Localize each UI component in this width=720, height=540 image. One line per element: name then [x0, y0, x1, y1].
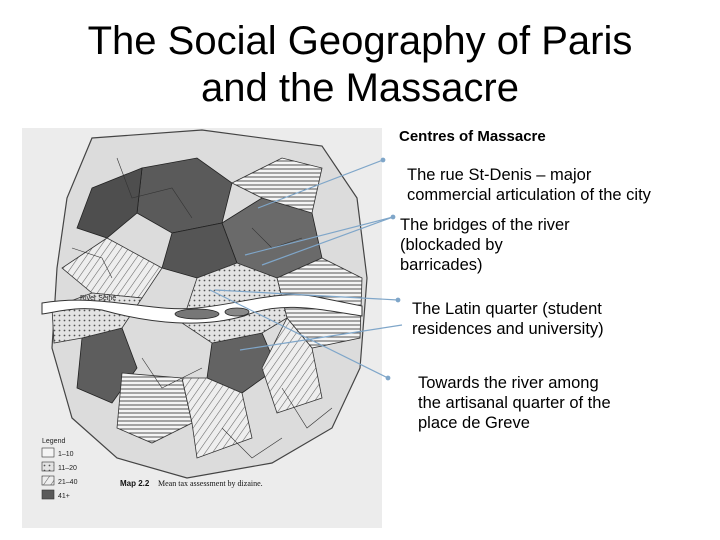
annotation-line: residences and university)	[412, 320, 604, 338]
annotation-line: place de Greve	[418, 414, 530, 432]
annotation-line: (blockaded by	[400, 236, 503, 254]
title-line-1: The Social Geography of Paris	[87, 19, 633, 63]
annotation-line: commercial articulation of the city	[407, 186, 651, 204]
map-caption-prefix: Map 2.2	[120, 479, 150, 488]
map-illustration	[22, 128, 382, 528]
legend-title: Legend	[42, 438, 66, 445]
annotation-line: The rue St-Denis – major	[407, 166, 592, 184]
legend-entry-3: 21–40	[58, 479, 78, 486]
annotation-line: the artisanal quarter of the	[418, 394, 611, 412]
legend-entry-1: 1–10	[58, 451, 74, 458]
annotation-line: barricades)	[400, 256, 483, 274]
annotation-line: The bridges of the river	[400, 216, 570, 234]
paris-tax-map	[22, 128, 382, 528]
title-line-2: and the Massacre	[201, 66, 519, 110]
legend-entry-2: 11–20	[58, 465, 77, 472]
annotation-bridges	[400, 215, 570, 275]
annotation-rue-st-denis	[407, 165, 651, 205]
slide-title	[0, 18, 720, 112]
legend-entry-4: 41+	[58, 493, 70, 500]
map-caption	[120, 479, 263, 488]
annotation-place-de-greve	[418, 373, 611, 433]
annotation-line: The Latin quarter (student	[412, 300, 602, 318]
annotation-heading: Centres of Massacre	[399, 128, 546, 145]
annotation-latin-quarter	[412, 299, 604, 339]
annotation-line: Towards the river among	[418, 374, 599, 392]
map-caption-text: Mean tax assessment by dizaine.	[158, 479, 263, 488]
river-label: River Seine	[80, 295, 117, 302]
